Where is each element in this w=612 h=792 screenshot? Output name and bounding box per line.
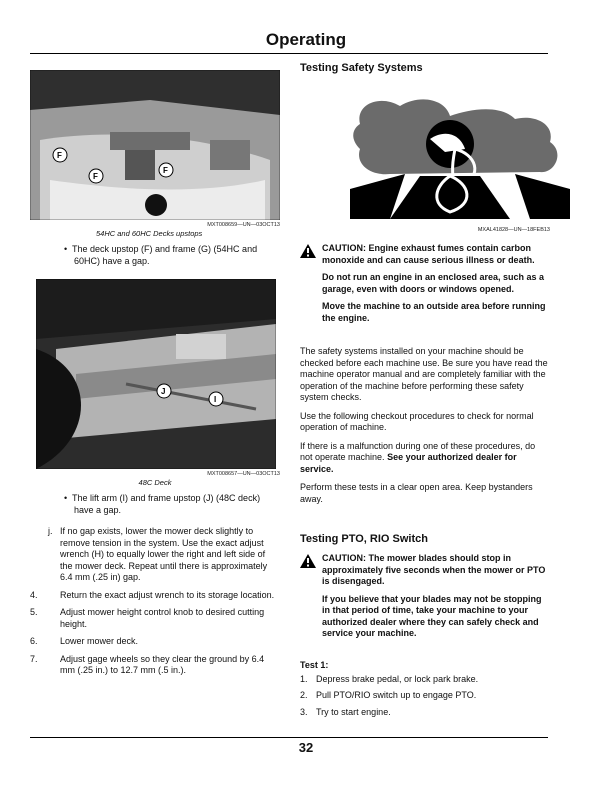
para-safety-check: The safety systems installed on your machine should be checked before each machine use. Be sure you have read the machine operator manual and are completely familiar with the operation of the machine before performing these safety system checks. [300, 346, 548, 402]
figure1-ref: MXT008659—UN—03OCT13 [207, 222, 280, 228]
test-1-label: Test 1: [300, 659, 329, 670]
pictogram-ref: MXAL41828—UN—18FEB13 [477, 227, 550, 233]
lift-arm-photo [36, 279, 276, 469]
callout-f-2: F [93, 172, 98, 181]
see-dealer-text: See your authorized dealer for service. [300, 452, 517, 474]
step-j: j. If no gap exists, lower the mower deck slightly to remove tension in the system. Use the exact adjust wrench (H) to equally lower the right and left side of the mower deck. Repeat until there is approximately 6.4 mm (.25 in) gap. [48, 526, 268, 582]
step-6: 6. Lower mower deck. [30, 636, 139, 646]
test-step-1: 1. Depress brake pedal, or lock park brake. [300, 673, 479, 684]
footer-rule [30, 737, 548, 738]
figure1-caption: 54HC and 60HC Decks upstops [96, 229, 203, 238]
bullet-lift-arm: • The lift arm (I) and frame upstop (J) (48C deck) have a gap. [64, 493, 261, 515]
test-step-3: 3. Try to start engine. [300, 706, 391, 717]
callout-i: I [214, 395, 217, 404]
section-title-safety: Testing Safety Systems [300, 62, 423, 74]
exhaust-fumes-pictogram [350, 94, 570, 219]
caution-exhaust [300, 243, 550, 324]
warning-triangle-icon [300, 554, 316, 568]
para-malfunction: If there is a malfunction during one of these procedures, do not operate machine. See your authorized dealer for service. [300, 440, 536, 474]
caution-blades-2: If you believe that your blades may not be stopping in that period of time, take your machine to your authorized dealer where they can safely check and service your machine. [322, 593, 542, 638]
callout-j: J [161, 387, 166, 396]
test-step-2: 2. Pull PTO/RIO switch up to engage PTO. [300, 690, 477, 700]
caution-exhaust-2: Do not run an engine in an enclosed area, such as a garage, even with doors or windows opened. [322, 272, 545, 294]
left-column [30, 70, 280, 677]
caution-blades-1: CAUTION: The mower blades should stop in approximately five seconds when the mower or PTO is disengaged. [322, 553, 546, 586]
bullet-lift-arm-text: The lift arm (I) and frame upstop (J) (48C deck) have a gap. [72, 493, 261, 515]
caution-blades [300, 553, 550, 640]
step-7: 7. Adjust gage wheels so they clear the ground by 6.4 mm (.25 in.) to 12.7 mm (.5 in.). [30, 653, 265, 675]
step-5: 5. Adjust mower height control knob to desired cutting height. [30, 607, 265, 629]
step-4: 4. Return the exact adjust wrench to its storage location. [30, 589, 275, 600]
page-number: 32 [298, 740, 314, 755]
caution-exhaust-1: CAUTION: Engine exhaust fumes contain carbon monoxide and can cause serious illness or death. [322, 243, 535, 265]
warning-triangle-icon [300, 244, 316, 258]
right-column [300, 62, 550, 723]
bullet-deck-upstop: • The deck upstop (F) and frame (G) (54HC and 60HC) have a gap. [64, 244, 258, 266]
header-rule [30, 53, 548, 54]
section-title-pto: Testing PTO, RIO Switch [300, 533, 428, 545]
bullet-deck-upstop-text: The deck upstop (F) and frame (G) (54HC and 60HC) have a gap. [72, 244, 258, 266]
callout-f-1: F [57, 151, 62, 160]
para-checkout: Use the following checkout procedures to check for normal operation of machine. [300, 410, 534, 432]
figure2-ref: MXT008657—UN—03OCT13 [207, 471, 280, 477]
callout-f-3: F [163, 166, 168, 175]
para-open-area: Perform these tests in a clear open area. Keep bystanders away. [300, 482, 533, 504]
page-title: Operating [265, 30, 347, 49]
deck-upstop-photo [30, 70, 280, 220]
figure2-caption: 48C Deck [138, 478, 172, 487]
caution-exhaust-3: Move the machine to an outside area before running the engine. [322, 301, 546, 323]
